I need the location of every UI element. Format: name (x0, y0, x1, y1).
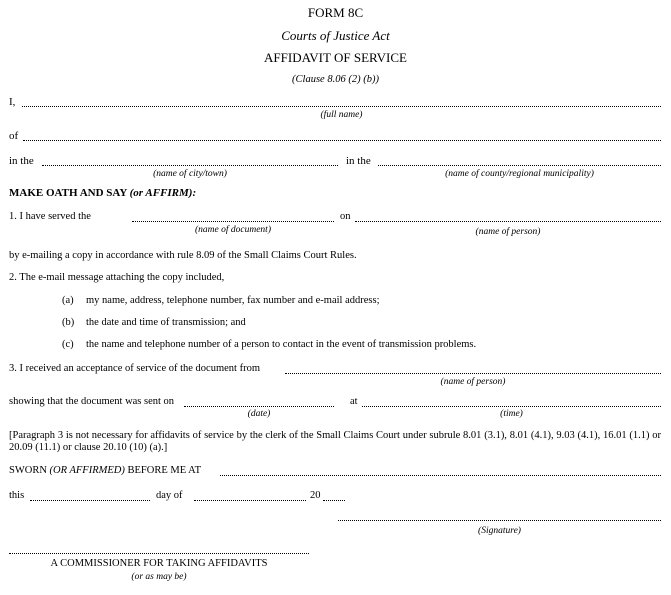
act-name: Courts of Justice Act (281, 28, 390, 43)
year-field[interactable] (323, 500, 345, 501)
county-caption: (name of county/regional municipality) (445, 169, 594, 179)
served-person-field[interactable] (355, 221, 661, 222)
sworn-location-field[interactable] (220, 475, 661, 476)
oath-heading (9, 188, 196, 199)
of-label: of (9, 130, 19, 142)
form-number: FORM 8C (307, 5, 364, 20)
para1-lead: 1. I have served the (9, 211, 91, 222)
deponent-prefix: I, (9, 96, 16, 108)
month-field[interactable] (194, 500, 306, 501)
para3-at-label: at (350, 396, 358, 407)
para3-lead: 3. I received an acceptance of service of the document from (9, 363, 260, 374)
day-of-label: day of (156, 490, 183, 501)
para2-item-c-marker: (c) (62, 339, 74, 350)
full-name-field[interactable] (22, 106, 661, 107)
signature-field[interactable] (338, 520, 661, 521)
paragraph3-note: [Paragraph 3 is not necessary for affidavits of service by the clerk of the Small Claims Court under subrule 8.01 (3.1), 8.01 (4.1), 9.03 (4.1), 16.01 (1.1) or 20.09 (11.1) or clause 20.10 (10) (a).] (9, 430, 661, 453)
sent-date-field[interactable] (184, 406, 334, 407)
para1-on-label: on (340, 211, 351, 222)
sent-time-field[interactable] (362, 406, 661, 407)
time-caption: (time) (500, 409, 523, 419)
sworn-main: SWORN (9, 465, 47, 476)
document-caption: (name of document) (195, 225, 271, 235)
year-prefix: 20 (310, 490, 321, 501)
date-caption: (date) (247, 409, 271, 419)
city-caption: (name of city/town) (153, 169, 227, 179)
clause-reference: (Clause 8.06 (2) (b)) (292, 74, 379, 85)
para2-item-a-marker: (a) (62, 295, 74, 306)
para2-item-b-text: the date and time of transmission; and (86, 317, 246, 328)
acceptance-person-field[interactable] (285, 373, 661, 374)
para2-item-b-marker: (b) (62, 317, 75, 328)
county-field[interactable] (378, 165, 661, 166)
signature-caption: (Signature) (478, 526, 521, 536)
oath-heading-alt: (or AFFIRM): (129, 187, 197, 199)
in-the-label-2: in the (346, 155, 371, 167)
sworn-before-label (9, 466, 201, 477)
para2-item-c-text: the name and telephone number of a person to contact in the event of transmission problems. (86, 339, 477, 350)
served-person-caption: (name of person) (475, 227, 541, 237)
commissioner-title: A COMMISSIONER FOR TAKING AFFIDAVITS (50, 558, 268, 569)
day-field[interactable] (30, 500, 150, 501)
para2-lead: 2. The e-mail message attaching the copy included, (9, 272, 225, 283)
acceptance-person-caption: (name of person) (440, 377, 506, 387)
para2-item-a-text: my name, address, telephone number, fax number and e-mail address; (86, 295, 380, 306)
this-label: this (9, 490, 25, 501)
commissioner-sub: (or as may be) (131, 572, 187, 582)
sworn-rest: BEFORE ME AT (127, 465, 202, 476)
document-name-field[interactable] (132, 221, 334, 222)
form-title: AFFIDAVIT OF SERVICE (264, 50, 407, 65)
city-field[interactable] (42, 165, 338, 166)
full-name-caption: (full name) (320, 110, 363, 120)
in-the-label-1: in the (9, 155, 34, 167)
para3-sent-on: showing that the document was sent on (9, 396, 175, 407)
sworn-alt: (OR AFFIRMED) (49, 465, 125, 476)
oath-heading-main: MAKE OATH AND SAY (9, 187, 127, 199)
para1-method: by e-mailing a copy in accordance with rule 8.09 of the Small Claims Court Rules. (9, 250, 357, 261)
address-field[interactable] (23, 140, 661, 141)
commissioner-signature-field[interactable] (9, 553, 309, 554)
